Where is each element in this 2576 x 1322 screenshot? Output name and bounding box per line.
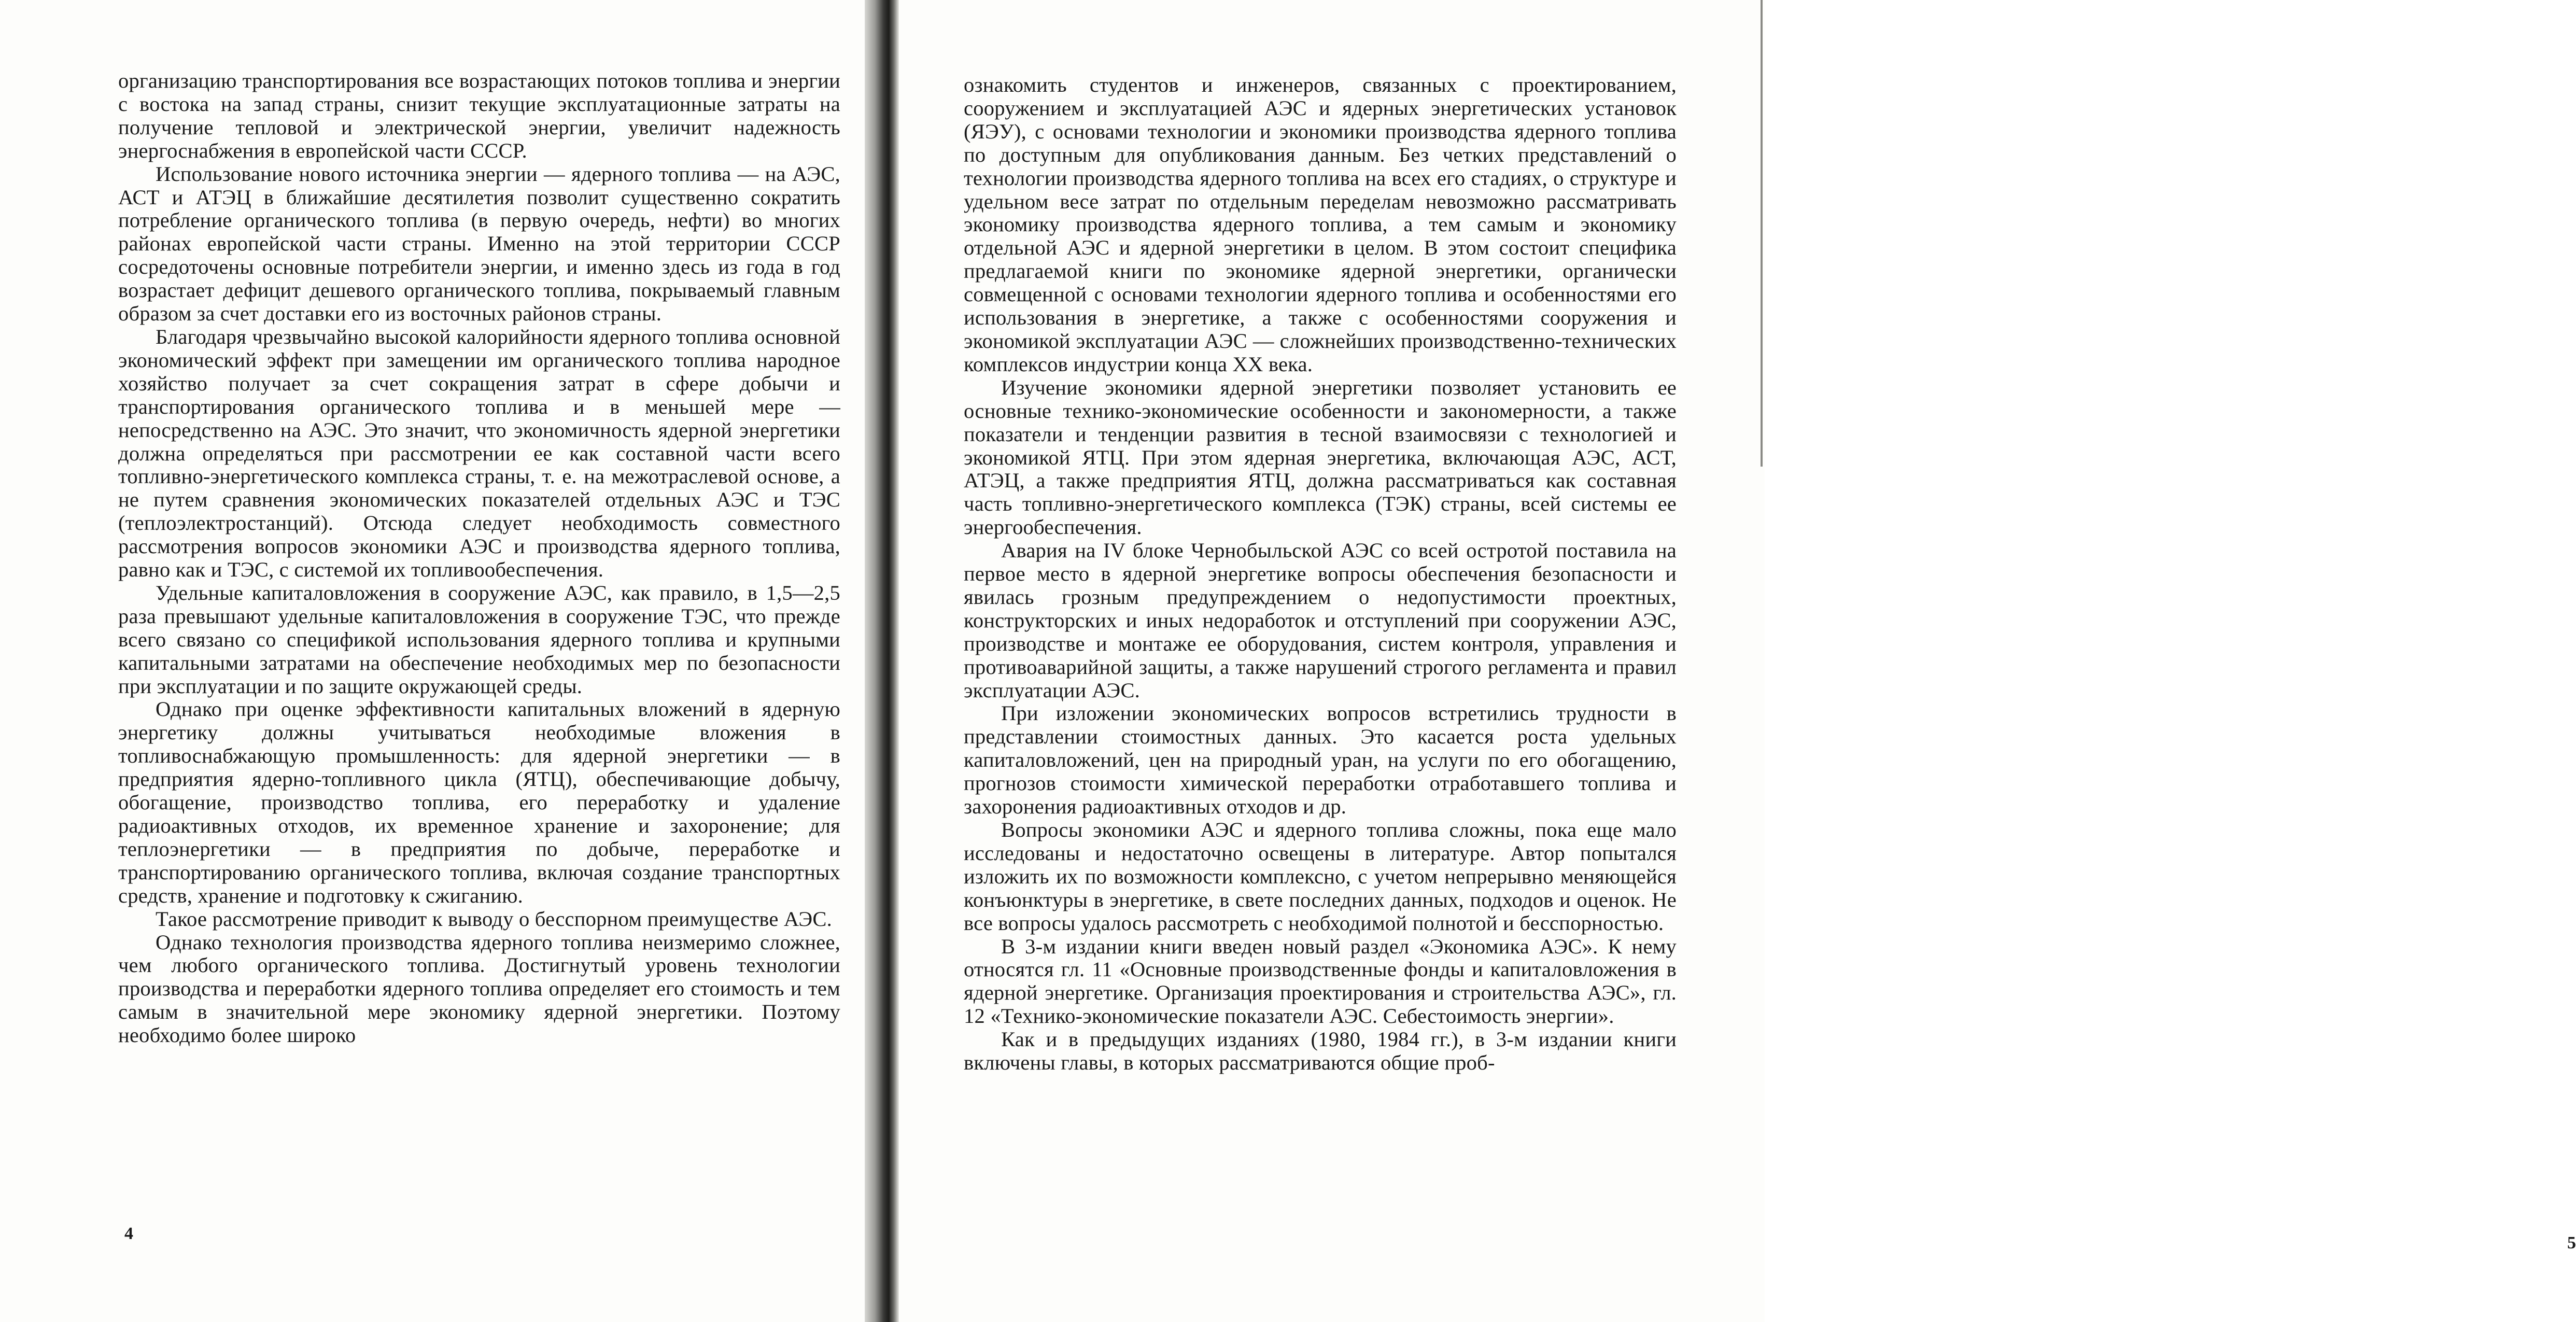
right-page-text — [964, 74, 1677, 1075]
paragraph: Авария на IV блоке Чернобыльской АЭС со всей остротой поставила на первое место в ядерной энергетике вопросы обеспечения безопасности и явилась грозным предупреждением о недопустимости проектных, конструкторских и иных недоработок и отступлений при сооружении АЭС, производстве и монтаже ее оборудования, систем контроля, управления и противоаварийной защиты, а также нарушений строгого регламента и правил эксплуатации АЭС. — [964, 539, 1677, 702]
page-edge — [1761, 0, 1763, 467]
paragraph: Использование нового источника энергии — ядерного топлива — на АЭС, АСТ и АТЭЦ в ближайшие десятилетия позволит существенно сократить потребление органического топлива (в первую очередь, нефти) во многих районах европейской части страны. Именно на этой территории СССР сосредоточены основные потребители энергии, и именно здесь из года в год возрастает дефицит дешевого органического топлива, покрываемый главным образом за счет доставки его из восточных районов страны. — [118, 162, 840, 326]
paragraph: Вопросы экономики АЭС и ядерного топлива сложны, пока еще мало исследованы и недостаточно освещены в литературе. Автор попытался изложить их по возможности комплексно, с учетом непрерывно меняющейся конъюнктуры в энергетике, в свете последних данных, подходов и оценок. Не все вопросы удалось рассмотреть с необходимой полнотой и бесспорностью. — [964, 818, 1677, 935]
paragraph: ознакомить студентов и инженеров, связанных с проектированием, сооружением и эксплуатацией АЭС и ядерных энергетических установок (ЯЭУ), с основами технологии и экономики производства ядерного топлива по доступным для опубликования данным. Без четких представлений о технологии производства ядерного топлива на всех его стадиях, о структуре и удельном весе затрат по отдельным переделам невозможно рассматривать экономику производства ядерного топлива, а тем самым и экономику отдельной АЭС и ядерной энергетики в целом. В этом состоит специфика предлагаемой книги по экономике ядерной энергетики, органически совмещенной с основами технологии ядерного топлива и особенностями его использования в энергетике, а также с особенностями сооружения и экономикой эксплуатации АЭС — сложнейших производственно-технических комплексов индустрии конца XX века. — [964, 73, 1677, 376]
paragraph: Однако при оценке эффективности капитальных вложений в ядерную энергетику должны учитываться необходимые вложения в топливоснабжающую промышленность: для ядерной энергетики — в предприятия ядерно-топливного цикла (ЯТЦ), обеспечивающие добычу, обогащение, производство топлива, его переработку и удаление радиоактивных отходов, их временное хранение и захоронение; для теплоэнергетики — в предприятия по добыче, переработке и транспортированию органического топлива, включая создание транспортных средств, хранение и подготовку к сжиганию. — [118, 697, 840, 907]
paragraph: В 3-м издании книги введен новый раздел «Экономика АЭС». К нему относятся гл. 11 «Основные производственные фонды и капиталовложения в ядерной энергетике. Организация проектирования и строительства АЭС», гл. 12 «Технико-экономические показатели АЭС. Себестоимость энергии». — [964, 934, 1677, 1028]
paragraph: При изложении экономических вопросов встретились трудности в представлении стоимостных данных. Это касается роста удельных капиталовложений, цен на природный уран, на услуги по его обогащению, прогнозов стоимости химической переработки отработавшего топлива и захоронения радиоактивных отходов и др. — [964, 701, 1677, 819]
paragraph: Однако технология производства ядерного топлива неизмеримо сложнее, чем любого органического топлива. Достигнутый уровень технологии производства и переработки ядерного топлива определяет его стоимость и тем самым в значительной мере экономику ядерной энергетики. Поэтому необходимо более широко — [118, 930, 840, 1047]
left-page-text — [118, 69, 840, 1047]
book-gutter — [865, 0, 899, 1322]
left-page — [0, 0, 865, 1322]
paragraph: Благодаря чрезвычайно высокой калорийности ядерного топлива основной экономический эффект при замещении им органического топлива народное хозяйство получает за счет сокращения затрат в сфере добычи и транспортирования органического топлива и в меньшей мере — непосредственно на АЭС. Это значит, что экономичность ядерной энергетики должна определяться при рассмотрении ее как составной части всего топливно-энергетического комплекса страны, т. е. на межотраслевой основе, а не путем сравнения экономических показателей отдельных АЭС и ТЭС (теплоэлектростанций). Отсюда следует необходимость совместного рассмотрения вопросов экономики АЭС и производства ядерного топлива, равно как и ТЭС, с системой их топливообеспечения. — [118, 325, 840, 582]
paragraph: Такое рассмотрение приводит к выводу о бесспорном преимуществе АЭС. — [156, 907, 832, 931]
paragraph: Удельные капиталовложения в сооружение АЭС, как правило, в 1,5—2,5 раза превышают удельные капиталовложения в сооружение ТЭС, что прежде всего связано со спецификой использования ядерного топлива и крупными капитальными затратами на обеспечение необходимых мер по безопасности при эксплуатации и по защите окружающей среды. — [118, 581, 840, 698]
paragraph: Как и в предыдущих изданиях (1980, 1984 гг.), в 3-м издании книги включены главы, в которых рассматриваются общие проб- — [964, 1028, 1677, 1075]
paragraph: Изучение экономики ядерной энергетики позволяет установить ее основные технико-экономические особенности и закономерности, а также показатели и тенденции развития в тесной взаимосвязи с технологией и экономикой ЯТЦ. При этом ядерная энергетика, включающая АЭС, АСТ, АТЭЦ, а также предприятия ЯТЦ, должна рассматриваться как составная часть топливно-энергетического комплекса (ТЭК) страны, всей системы ее энергообеспечения. — [964, 375, 1677, 539]
paragraph: организацию транспортирования все возрастающих потоков топлива и энергии с востока на запад страны, снизит текущие эксплуатационные затраты на получение тепловой и электрической энергии, увеличит надежность энергоснабжения в европейской части СССР. — [118, 69, 840, 162]
page-number: 5 — [2567, 1233, 2576, 1253]
right-page — [899, 0, 2576, 1322]
page-number: 4 — [124, 1224, 133, 1243]
